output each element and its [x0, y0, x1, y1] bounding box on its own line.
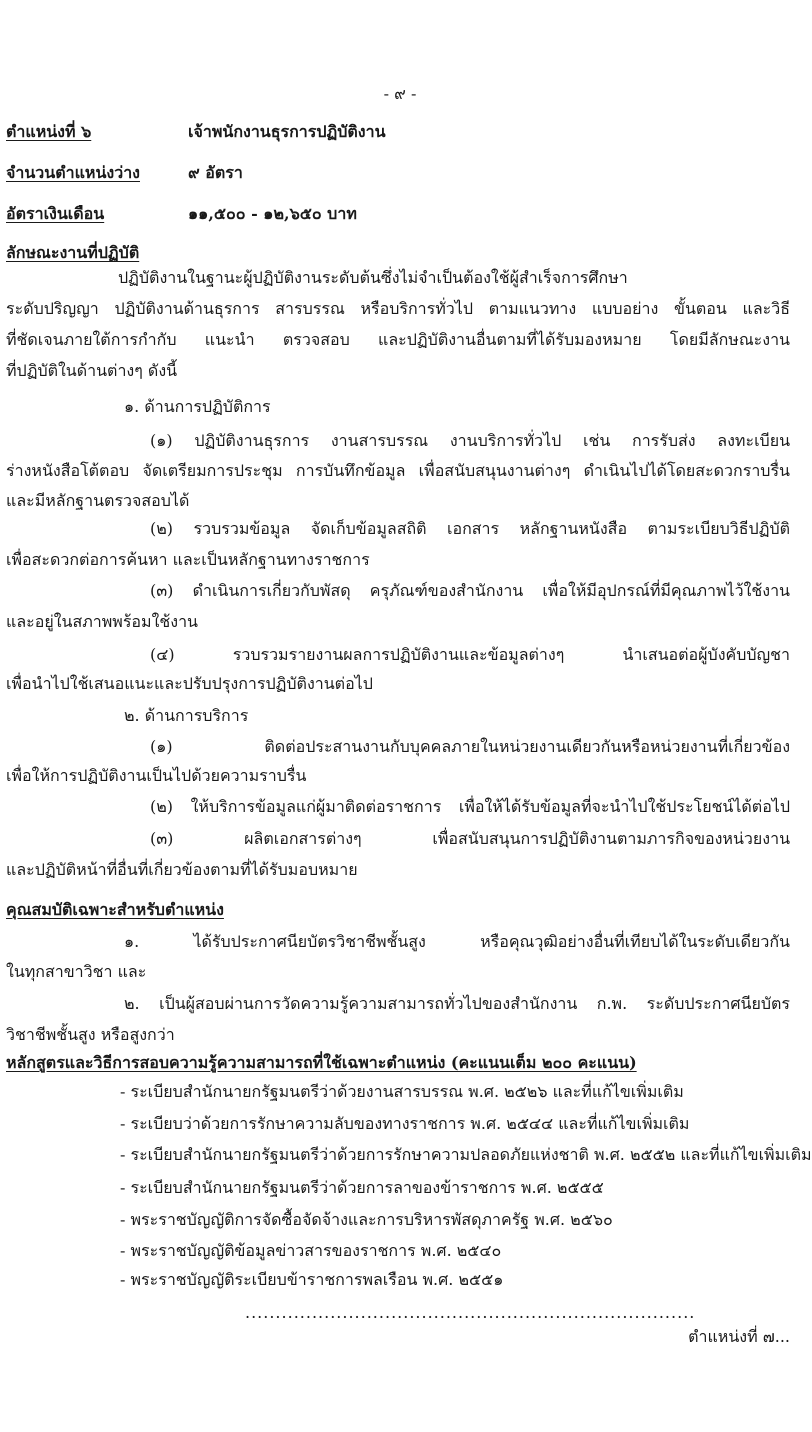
salary-value: ๑๑,๕๐๐ - ๑๒,๖๕๐ บาท — [188, 204, 357, 223]
duties-line: ระดับปริญญา ปฏิบัติงานด้านธุรการ สารบรรณ หรือบริการทั่วไป ตามแนวทาง แบบอย่าง ขั้นตอน และวิธี — [6, 299, 790, 318]
qualification-line: ๑. ได้รับประกาศนียบัตรวิชาชีพชั้นสูง หรือคุณวุฒิอย่างอื่นที่เทียบได้ในระดับเดียวกัน — [124, 932, 790, 951]
duties-line: ที่ปฏิบัติในด้านต่างๆ ดังนี้ — [6, 361, 178, 380]
duties-line: (๓) ดำเนินการเกี่ยวกับพัสดุ ครุภัณฑ์ของสำนักงาน เพื่อให้มีอุปกรณ์ที่มีคุณภาพไว้ใช้งาน — [150, 581, 790, 600]
curriculum-heading: หลักสูตรและวิธีการสอบความรู้ความสามารถที่ใช้เฉพาะตำแหน่ง (คะแนนเต็ม ๒๐๐ คะแนน) — [6, 1053, 637, 1072]
duties-line: ร่างหนังสือโต้ตอบ จัดเตรียมการประชุม การบันทึกข้อมูล เพื่อสนับสนุนงานต่างๆ ดำเนินไปได้โดยสะดวกราบรื่น — [6, 461, 790, 480]
duties-line: เพื่อให้การปฏิบัติงานเป็นไปด้วยความราบรื่น — [6, 766, 307, 785]
qualification-line: วิชาชีพชั้นสูง หรือสูงกว่า — [6, 1025, 175, 1044]
duties-line: เพื่อสะดวกต่อการค้นหา และเป็นหลักฐานทางราชการ — [6, 550, 370, 569]
duties-line: ปฏิบัติงานในฐานะผู้ปฏิบัติงานระดับต้นซึ่งไม่จำเป็นต้องใช้ผู้สำเร็จการศึกษา — [118, 268, 628, 287]
curriculum-item: - ระเบียบว่าด้วยการรักษาความลับของทางราชการ พ.ศ. ๒๕๔๔ และที่แก้ไขเพิ่มเติม — [120, 1114, 690, 1133]
position-label: ตำแหน่งที่ ๖ — [6, 122, 92, 141]
vacancy-label: จำนวนตำแหน่งว่าง — [6, 163, 140, 182]
duties-line: และปฏิบัติหน้าที่อื่นที่เกี่ยวข้องตามที่ได้รับมอบหมาย — [6, 860, 358, 879]
next-page-footer: ตำแหน่งที่ ๗... — [688, 1327, 790, 1346]
curriculum-item: - ระเบียบสำนักนายกรัฐมนตรีว่าด้วยการลาของข้าราชการ พ.ศ. ๒๕๕๕ — [120, 1178, 604, 1197]
page-number: - ๙ - — [383, 84, 417, 103]
dotted-separator: .......................................................................... — [245, 1303, 696, 1322]
duties-subheading: ๒. ด้านการบริการ — [124, 706, 249, 725]
duties-line: (๒) ให้บริการข้อมูลแก่ผู้มาติดต่อราชการ เพื่อให้ได้รับข้อมูลที่จะนำไปใช้ประโยชน์ได้ต่อไป — [150, 797, 790, 816]
duties-line: เพื่อนำไปใช้เสนอแนะและปรับปรุงการปฏิบัติงานต่อไป — [6, 674, 373, 693]
duties-subheading: ๑. ด้านการปฏิบัติการ — [124, 397, 271, 416]
curriculum-item: - ระเบียบสำนักนายกรัฐมนตรีว่าด้วยการรักษาความปลอดภัยแห่งชาติ พ.ศ. ๒๕๕๒ และที่แก้ไขเพิ่มเติม — [120, 1145, 812, 1164]
duties-heading: ลักษณะงานที่ปฏิบัติ — [6, 243, 140, 262]
curriculum-item: - พระราชบัญญัติการจัดซื้อจัดจ้างและการบริหารพัสดุภาครัฐ พ.ศ. ๒๕๖๐ — [120, 1210, 613, 1229]
qualifications-heading: คุณสมบัติเฉพาะสำหรับตำแหน่ง — [6, 900, 224, 919]
vacancy-value: ๙ อัตรา — [188, 163, 243, 182]
duties-line: (๑) ติดต่อประสานงานกับบุคคลภายในหน่วยงานเดียวกันหรือหน่วยงานที่เกี่ยวข้อง — [150, 737, 790, 756]
duties-line: และอยู่ในสภาพพร้อมใช้งาน — [6, 612, 198, 631]
position-value: เจ้าพนักงานธุรการปฏิบัติงาน — [188, 122, 386, 141]
curriculum-item: - พระราชบัญญัติข้อมูลข่าวสารของราชการ พ.ศ. ๒๕๔๐ — [120, 1241, 502, 1260]
duties-line: (๔) รวบรวมรายงานผลการปฏิบัติงานและข้อมูลต่างๆ นำเสนอต่อผู้บังคับบัญชา — [150, 645, 790, 664]
curriculum-item: - พระราชบัญญัติระเบียบข้าราชการพลเรือน พ.ศ. ๒๕๕๑ — [120, 1270, 504, 1289]
qualification-line: ๒. เป็นผู้สอบผ่านการวัดความรู้ความสามารถทั่วไปของสำนักงาน ก.พ. ระดับประกาศนียบัตร — [124, 994, 790, 1013]
qualification-line: ในทุกสาขาวิชา และ — [6, 962, 147, 981]
duties-line: (๑) ปฏิบัติงานธุรการ งานสารบรรณ งานบริการทั่วไป เช่น การรับส่ง ลงทะเบียน — [150, 431, 790, 450]
curriculum-item: - ระเบียบสำนักนายกรัฐมนตรีว่าด้วยงานสารบรรณ พ.ศ. ๒๕๒๖ และที่แก้ไขเพิ่มเติม — [120, 1082, 684, 1101]
duties-line: ที่ชัดเจนภายใต้การกำกับ แนะนำ ตรวจสอบ และปฏิบัติงานอื่นตามที่ได้รับมองหมาย โดยมีลักษณะงาน — [6, 330, 790, 349]
duties-line: (๓) ผลิตเอกสารต่างๆ เพื่อสนับสนุนการปฏิบัติงานตามภารกิจของหน่วยงาน — [150, 829, 790, 848]
duties-line: (๒) รวบรวมข้อมูล จัดเก็บข้อมูลสถิติ เอกสาร หลักฐานหนังสือ ตามระเบียบวิธีปฏิบัติ — [150, 519, 790, 538]
duties-line: และมีหลักฐานตรวจสอบได้ — [6, 491, 190, 510]
salary-label: อัตราเงินเดือน — [6, 204, 105, 223]
